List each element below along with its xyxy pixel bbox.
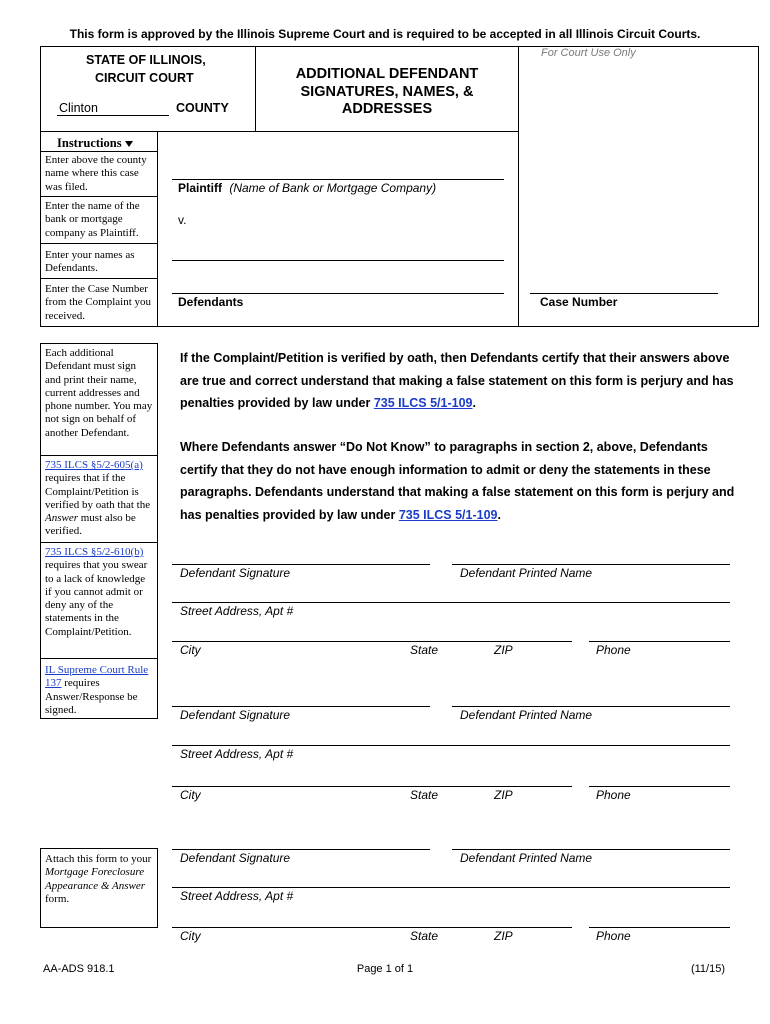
instructions-heading [57,136,133,151]
attach-note-form-name: Mortgage Foreclosure Appearance & Answer [45,866,146,892]
instructions-heading-text: Instructions [57,136,122,150]
state-label: State [410,788,439,802]
circuit-court-label: CIRCUIT COURT [95,71,194,85]
zip-label: ZIP [494,643,513,657]
signature-label: Defendant Signature [180,708,291,722]
attach-note-text-a: Attach this form to your [45,853,152,865]
statute-link-605a[interactable]: 735 ILCS §5/2-605(a) [45,459,143,471]
phone-label: Phone [596,929,631,943]
street-line[interactable] [172,887,730,888]
court-use-only-label: For Court Use Only [541,47,636,59]
city-state-zip-line[interactable] [172,786,572,787]
phone-line[interactable] [589,641,730,642]
attach-note [45,853,153,906]
city-state-zip-line[interactable] [172,927,572,928]
rule-137-link[interactable]: IL Supreme Court Rule 137 [45,664,149,690]
revision-date: (11/15) [690,963,725,975]
do-not-know-paragraph-text: Where Defendants answer “Do Not Know” to paragraphs in section 2, above, Defendants certify that they do not have enough information to admit or deny the statements in these paragraphs. Defendants understand that making a false statement on this form is perjury and has penalties provided by law under [180,440,735,523]
form-title-line2: SIGNATURES, NAMES, & [300,83,474,100]
city-label: City [180,788,201,802]
note-verification [45,459,153,539]
street-label: Street Address, Apt # [180,604,294,618]
form-title-line1: ADDITIONAL DEFENDANT [295,66,479,82]
printed-name-label: Defendant Printed Name [460,566,593,580]
signature-label: Defendant Signature [180,566,291,580]
page-number: Page 1 of 1 [356,963,414,975]
plaintiff-hint: (Name of Bank or Mortgage Company) [229,181,437,195]
city-label: City [180,929,201,943]
statute-link-1-109-a[interactable]: 735 ILCS 5/1-109 [373,396,473,411]
signature-label: Defendant Signature [180,851,291,865]
approval-header-note: This form is approved by the Illinois Supreme Court and is required to be accepted in all Illinois Circuit Courts. [69,27,701,41]
zip-label: ZIP [494,929,513,943]
do-not-know-paragraph [180,436,740,527]
county-field[interactable]: Clinton [57,101,169,116]
note-rule-137 [45,664,153,717]
phone-label: Phone [596,643,631,657]
city-state-zip-line[interactable] [172,641,572,642]
note-verification-text-c: must also be verified. [45,512,136,538]
state-label: State [410,929,439,943]
phone-line[interactable] [589,927,730,928]
verification-paragraph-end: . [472,396,476,411]
note-verification-answer: Answer [45,512,78,525]
city-label: City [180,643,201,657]
signature-line[interactable] [172,706,430,707]
versus-label: v. [178,213,187,227]
form-title-line3: ADDRESSES [341,101,433,117]
phone-line[interactable] [589,786,730,787]
signature-line[interactable] [172,849,430,850]
form-code: AA-ADS 918.1 [43,963,115,975]
state-label: State [410,643,439,657]
county-label: COUNTY [176,101,229,115]
printed-name-label: Defendant Printed Name [460,708,593,722]
plaintiff-label-text: Plaintiff [178,181,222,195]
instruction-case-number: Enter the Case Number from the Complaint you received. [45,283,152,322]
do-not-know-paragraph-end: . [497,508,501,523]
zip-label: ZIP [494,788,513,802]
case-number-label: Case Number [540,295,618,309]
instruction-plaintiff: Enter the name of the bank or mortgage company as Plaintiff. [45,200,140,239]
note-verification-text-a: requires that if the Complaint/Petition is verified by oath that the [45,472,151,511]
signature-line[interactable] [172,564,430,565]
defendant-input-line-1[interactable] [172,260,504,261]
street-line[interactable] [172,602,730,603]
street-label: Street Address, Apt # [180,889,294,903]
attach-note-text-c: form. [45,892,70,905]
printed-name-line[interactable] [452,849,730,850]
defendants-label: Defendants [178,295,244,309]
plaintiff-input-line[interactable] [172,179,504,180]
plaintiff-label [178,181,436,195]
state-label: STATE OF ILLINOIS, [86,53,206,67]
printed-name-line[interactable] [452,706,730,707]
note-rule-137-text: requires Answer/Response be signed. [45,677,138,716]
statute-link-1-109-b[interactable]: 735 ILCS 5/1-109 [398,508,498,523]
street-label: Street Address, Apt # [180,747,294,761]
verification-paragraph-text: If the Complaint/Petition is verified by oath, then Defendants certify that their answers above are true and correct understand that making a false statement on this form is perjury and has penalties provided by law under [180,351,734,411]
defendant-input-line-2[interactable] [172,293,504,294]
note-lack-of-knowledge-text: requires that you swear to a lack of knowledge if you cannot admit or deny any of the statements in the Complaint/Petition. [45,559,148,638]
phone-label: Phone [596,788,631,802]
caret-down-icon [125,141,133,147]
statute-link-610b[interactable]: 735 ILCS §5/2-610(b) [45,546,144,558]
instruction-county: Enter above the county name where this case was filed. [45,154,147,193]
form-title [258,66,516,119]
instruction-defendants: Enter your names as Defendants. [45,249,135,275]
note-each-defendant: Each additional Defendant must sign and print their name, current addresses and phone number. You may not sign on behalf of another Defendant. [45,347,153,439]
verification-paragraph [180,347,740,415]
street-line[interactable] [172,745,730,746]
printed-name-line[interactable] [452,564,730,565]
printed-name-label: Defendant Printed Name [460,851,593,865]
note-lack-of-knowledge [45,546,153,639]
case-number-input-line[interactable] [530,293,718,294]
